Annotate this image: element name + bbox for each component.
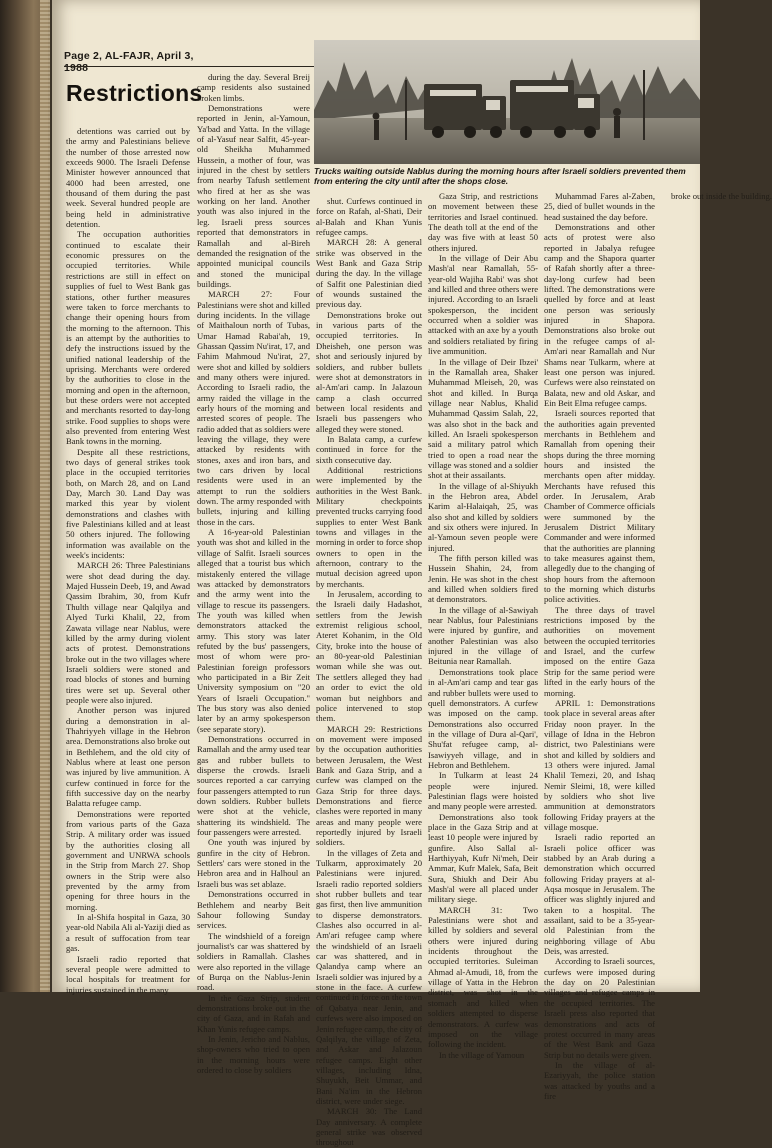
paragraph: APRIL 1: Demonstrations took place in several areas after Friday noon prayer. In the village of Idna in the Hebron district, two Palestinians were shot and killed by soldiers and 13 others were injured. Jamal Khalil Temezi, 20, and Ishaq Nemir Sleimi, 18, were killed by soldiers who shot live ammunition at demonstrators following Friday prayers at the village mosque. <box>544 697 655 832</box>
paragraph: Israeli radio reported an Israeli police officer was stabbed by an Arab during a demonstration which occurred following Friday prayers at al-Aqsa mosque in Jerusalem. The officer was slightly injured and taken to a hospital. The assailant, said to be a 35-year-old Palestinian from the neighboring village of Abu Deis, was arrested. <box>544 832 655 957</box>
paragraph: In the village of Deir Abu Mash'al near Ramallah, 55-year-old Wajiha Rabi' was shot and killed and three others were injured. According to an Israeli spokesperson, the incident occurred when a soldier was attacked with an axe by a youth and soldiers retaliated by firing live ammunition. <box>428 253 539 357</box>
paragraph: Muhammad Fares al-Zaben, 25, died of bullet wounds in the head sustained the day before. <box>544 191 655 222</box>
article-column-1 <box>66 126 190 995</box>
article-column-2 <box>197 72 310 1075</box>
article-column-5 <box>544 191 655 1101</box>
paragraph: In the village of Deir Ibzei' in the Ramallah area, Shaker Muhammad Mleiseh, 20, was shot and killed. In Burqa village near Nablus, Khalid Muhammad Qassim Salah, 22, was also shot in the back and killed. An Israeli spokesperson said a military patrol which tried to open a road near the village was stoned and a soldier shot at their assailants. <box>428 356 538 481</box>
paragraph: during the day. Several Breij camp residents also sustained broken limbs. <box>197 72 310 103</box>
paragraph: In Tulkarm at least 24 people were injured. Palestinian flags were hoisted and many people were arrested. <box>428 770 538 812</box>
article-column-3 <box>316 196 422 1148</box>
paragraph: The occupation authorities continued to escalate their economic pressures on the occupied territories. While restrictions are still in effect on supplies of fuel to West Bank gas stations, other further measures were taken to force merchants to change their opening hours from the morning to the afternoon. This is an attempt by the authorities to defy the instructions issued by the unified national leadership of the uprising. Merchants were ordered by the authorities to close in the morning and open in the afternoon, but these orders were not accepted and merchants resorted to day-long strike. Food supplies to shops were also prevented from entering West Bank towns in the morning. <box>66 229 190 447</box>
paragraph: MARCH 26: Three Palestinians were shot dead during the day. Majed Hussein Deeb, 19, and Awad Qassim Ibrahim, 30, from Kufr Thulth village near Qalqilya and Alyed Turki Khalil, 22, from Zawata village near Nablus, were killed by the army during violent acts of protest. Demonstrations broke out in the two villages where Israeli soldiers were stoned and road blocks of stones and burning tires were set up. Several other people were also injured. <box>66 560 190 705</box>
paragraph: MARCH 31: Two Palestinians were shot and killed by soldiers and several others were injured during incidents throughout the occupied territories. Suleiman Ahmad al-Amudi, 18, from the village of Yatta in the Hebron district, was shot in the stomach and killed when soldiers attempted to disperse demonstrators. A curfew was imposed on the village following the incident. <box>428 904 538 1050</box>
paragraph: In al-Shifa hospital in Gaza, 30 year-old Nabila Ali al-Yaziji died as a result of suffocation from tear gas. <box>66 912 190 954</box>
paragraph: In the village of al-Ezariyyah, the police station was attacked by youths and a fire <box>544 1059 655 1101</box>
paragraph: Demonstrations were reported from various parts of the Gaza Strip. A military order was issued by the authorities closing all government and UNRWA schools in the Strip from March 27. Shop owners in the Strip were also prevented by the army from opening for three hours in the morning. <box>66 808 190 912</box>
headline: Restrictions <box>66 80 203 106</box>
paragraph: In the villages of Zeta and Tulkarm, approximately 20 Palestinians were injured. Israeli radio reported soldiers shot rubber bullets and tear gas first, then live ammunition to disperse demonstrators. Clashes also occurred in al-Am'ari refugee camp where the windshield of an Israeli car was shattered, and in Qalandya camp where an Israeli soldier was injured by a stone in the face. A curfew continued in force on the town of Qabatya near Jenin, and curfews were also imposed on Jenin refugee camp, the city of Qalqilya, the village of Zeta, and Askar and Jalazoun refugee camps. Eight other villages, including Idna, Shuyukh, Beit Ummar, and Bani Na'im in the Hebron district, were under siege. <box>316 847 422 1106</box>
paragraph: Demonstrations broke out in various parts of the occupied territories. In Dheisheh, one person was shot and seriously injured by soldiers, and rubber bullets were shot at demonstrators in al-Am'ari camp. In Jalazoun camp a clash occurred between local residents and Israeli bus passengers who alleged they were stoned. <box>316 309 422 434</box>
paragraph: Israeli sources reported that the authorities again prevented merchants in Bethlehem and Ramallah from opening their shops during the three morning hours and insisted the merchants open after midday. Merchants have refused this order. In Jerusalem, Arab Chamber of Commerce officials were summoned by the Jerusalem District Military Commander and were informed that the authorities are planning to take measures against them, allegedly due to the changing of shop hours from the afternoon to the morning which disturbs police activities. <box>544 408 655 605</box>
paragraph: MARCH 27: Four Palestinians were shot and killed during incidents. In the village of Maithaloun north of Tubas, Umar Hamad Rabai'ah, 19, Ghassan Qassim Nu'irat, 17, and Fahim Mahmoud Nu'irat, 27, were shot and killed by soldiers and many others were injured. According to Israeli radio, the army raided the village in the early hours of the morning and arrested scores of people. The radio added that as soldiers were leaving the village, they were attacked by residents with stones, axes and iron bars, and two cars driven by local residents were used in an attempt to run the soldiers down. The army responded with bullets, injuring and killing those in the cars. <box>197 289 310 527</box>
paragraph: In Jenin, Jericho and Nablus, shop-owners who tried to open in the morning hours were ordered to close by soldiers <box>197 1033 310 1075</box>
paragraph: Demonstrations also took place in the Gaza Strip and at least 10 people were injured by gunfire. Also Sallal al-Harthiyyah, Kufr Ni'meh, Deir Ammar, Kufr Malek, Safa, Beit Sura, Shiukh and Deir Abu Mash'al were all placed under military siege. <box>428 811 538 905</box>
paragraph: The windshield of a foreign journalist's car was shattered by soldiers in Ramallah. Clashes were also reported in the village of Burqa on the Nablus-Jenin road. <box>197 930 310 993</box>
paragraph: Gaza Strip, and restrictions on movement between these territories and Israel continued. The death toll at the end of the day was five with at least 50 others injured. <box>428 191 538 253</box>
paragraph: Demonstrations occurred in Ramallah and the army used tear gas and rubber bullets to disperse the crowds. Israeli sources reported a car carrying four passengers attempted to run down soldiers. Rubber bullets were shot at the vehicle, shattering its windshield. The four passengers were arrested. <box>197 734 310 838</box>
paragraph: In the village of Yamoun <box>439 1049 525 1060</box>
photo-caption: Trucks waiting outside Nablus during the morning hours after Israeli soldiers prevented them from entering the city until after the shops close. <box>314 166 686 186</box>
newspaper-page <box>52 0 772 1148</box>
paragraph: In the village of al-Sawiyah near Nablus, four Palestinians were injured by gunfire, and another Palestinian was also injured in the village of Beitunia near Ramallah. <box>428 604 538 667</box>
article-column-6 <box>660 191 772 992</box>
paragraph: In the Gaza Strip, student demonstrations broke out in the city of Gaza, and in Rafah and Khan Yunis refugee camps. <box>197 992 310 1034</box>
paragraph: Israeli radio reported that several people were admitted to local hospitals for treatment for injuries sustained in the many <box>66 953 190 995</box>
paragraph: In the village of al-Shiyukh in the Hebron area, Abdel Karim al-Halaiqah, 25, was also shot and killed by soldiers and six others were injured. In al-Yamoun seven people were injured. <box>428 480 538 553</box>
paragraph: According to Israeli sources, curfews were imposed during the day on 20 Palestinian villages and refugee camps in the occupied territories. The Israeli press also reported that demonstrations and acts of protest occurred in many areas of the West Bank and Gaza Strip but no details were given. <box>544 956 655 1060</box>
paragraph: Another person was injured during a demonstration in al-Thahriyyeh village in the Hebron area. Demonstrations also broke out in Bethlehem, and the old city of Nablus where at least one person was injured by live ammunition. A curfew continued in force for the fifth successive day on the nearby Balatta refugee camp. <box>66 705 190 809</box>
paragraph: MARCH 28: A general strike was observed in the West Bank and Gaza Strip during the day. In the village of Salfit one Palestinian died of wounds sustained the previous day. <box>316 237 422 310</box>
paragraph: Demonstrations were reported in Jenin, al-Yamoun, Ya'bad and Yatta. In the village of al-Yasuf near Salfit, 45-year-old Sheikha Muhammed Hussein, a mother of four, was injured in the chest by settlers from nearby Tafush settlement who fired at her as she was working on her land. Another youth was also injured in the leg. Israeli press sources reported that demonstrators in Ramallah and al-Bireh demanded the resignation of the appointed municipal councils and stoned the municipal buildings. <box>197 103 310 289</box>
paragraph: MARCH 29: Restrictions on movement were imposed by the occupation authorities between Jerusalem, the West Bank and Gaza Strip, and a curfew was clamped on the Gaza Strip for three days. Demonstrations and fierce clashes were reported in many areas and many people were reportedly injured by Israeli soldiers. <box>316 723 422 848</box>
paragraph: Demonstrations occurred in Bethlehem and nearby Beit Sahour following Sunday services. <box>197 889 310 931</box>
paragraph: Demonstrations and other acts of protest were also reported in Jabalya refugee camp and the Shapora quarter of Rafah shortly after a three-day-long curfew had been lifted. The demonstrations were quelled by force and at least one person was seriously injured in Shapora. Demonstrations also broke out in the refugee camps of al-Am'ari near Ramallah and Nur Shams near Tulkarm, where at least one person was injured. Curfews were also reinstated on Balata, new and old Askar, and Ein Beit Elma refugee camps. <box>544 222 655 408</box>
paragraph: In Jerusalem, according to the Israeli daily Hadashot, settlers from the Jewish extremist religious school, Ateret Kohanim, in the Old City, broke into the house of an 80-year-old Palestinian woman while she was out. The settlers alleged they had an order to evict the old woman but neighbors and police intervened to stop them. <box>316 589 422 724</box>
paragraph: Despite all these restrictions, two days of general strikes took place in the occupied territories both, on March 28, and on Land Day, March 30. Land Day was marked this year by violent demonstrations and clashes with five Palestinians killed and at least 50 others injured. The following information was available on the week's incidents: <box>66 446 190 561</box>
paragraph: shut. Curfews continued in force on Rafah, al-Shati, Deir al-Balah and Khan Yunis refugee camps. <box>316 196 422 238</box>
paragraph: Additional restrictions were implemented by the authorities in the West Bank. Military checkpoints prevented trucks carrying food supplies to enter West Bank towns and villages in the morning in order to force shop owners to open in the afternoon, contrary to the mutual decision agreed upon by merchants. <box>316 464 422 589</box>
paragraph: Demonstrations took place in al-Am'ari camp and tear gas and rubber bullets were used to quell demonstrators. A curfew was imposed on the camp. Demonstrations also occurred in the village of Dura al-Qari', Shu'fat refugee camp, al-Isawiyyeh village, and in Hebron and Bethlehem. <box>428 666 538 770</box>
article-column-4 <box>428 191 539 1060</box>
paragraph: A 16-year-old Palestinian youth was shot and killed in the village of Salfit. Israeli sources alleged that a tourist bus which mistakenly entered the village was attacked by demonstrators and the army went into the village to rescue its passengers. The youth was killed when demonstrators attacked the army. This story was later refuted by the bus' passengers, most of whom were pro-Palestinian foreign professors who participated in a Bir Zeit University symposium on "20 Years of Israeli Occupation." The bus story was also denied later by an army spokesperson (see separate story). <box>197 527 310 734</box>
binding-page-edges <box>40 0 50 992</box>
paragraph: MARCH 30: The Land Day anniversary. A complete general strike was observed throughout <box>316 1106 422 1148</box>
paragraph: detentions was carried out by the army and Palestinians believe the number of those arrested now exceeds 9000. The Israeli Defense Minister however announced that 4000 had been arrested, one thousand of them during the past week. Several hundred people are being held in administrative detention. <box>66 126 190 230</box>
paragraph: One youth was injured by gunfire in the city of Hebron. Settlers' cars were stoned in the Hebron area and in Halhoul an Israeli bus was set ablaze. <box>197 837 310 889</box>
page-header: Page 2, AL-FAJR, April 3, 1988 <box>64 50 194 74</box>
paragraph: In Balata camp, a curfew continued in force for the sixth consecutive day. <box>316 433 422 465</box>
news-photo <box>314 40 700 164</box>
paragraph: The three days of travel restrictions imposed by the authorities on movement between the occupied territories and Israel, and the curfew imposed on the entire Gaza Strip for the same period were lifted in the early hours of the morning. <box>544 604 655 698</box>
paragraph: broke out inside the building. <box>671 191 772 201</box>
paragraph: The fifth person killed was Hussein Shahin, 24, from Jenin. He was shot in the chest and killed when soldiers fired at demonstrators. <box>428 553 538 605</box>
